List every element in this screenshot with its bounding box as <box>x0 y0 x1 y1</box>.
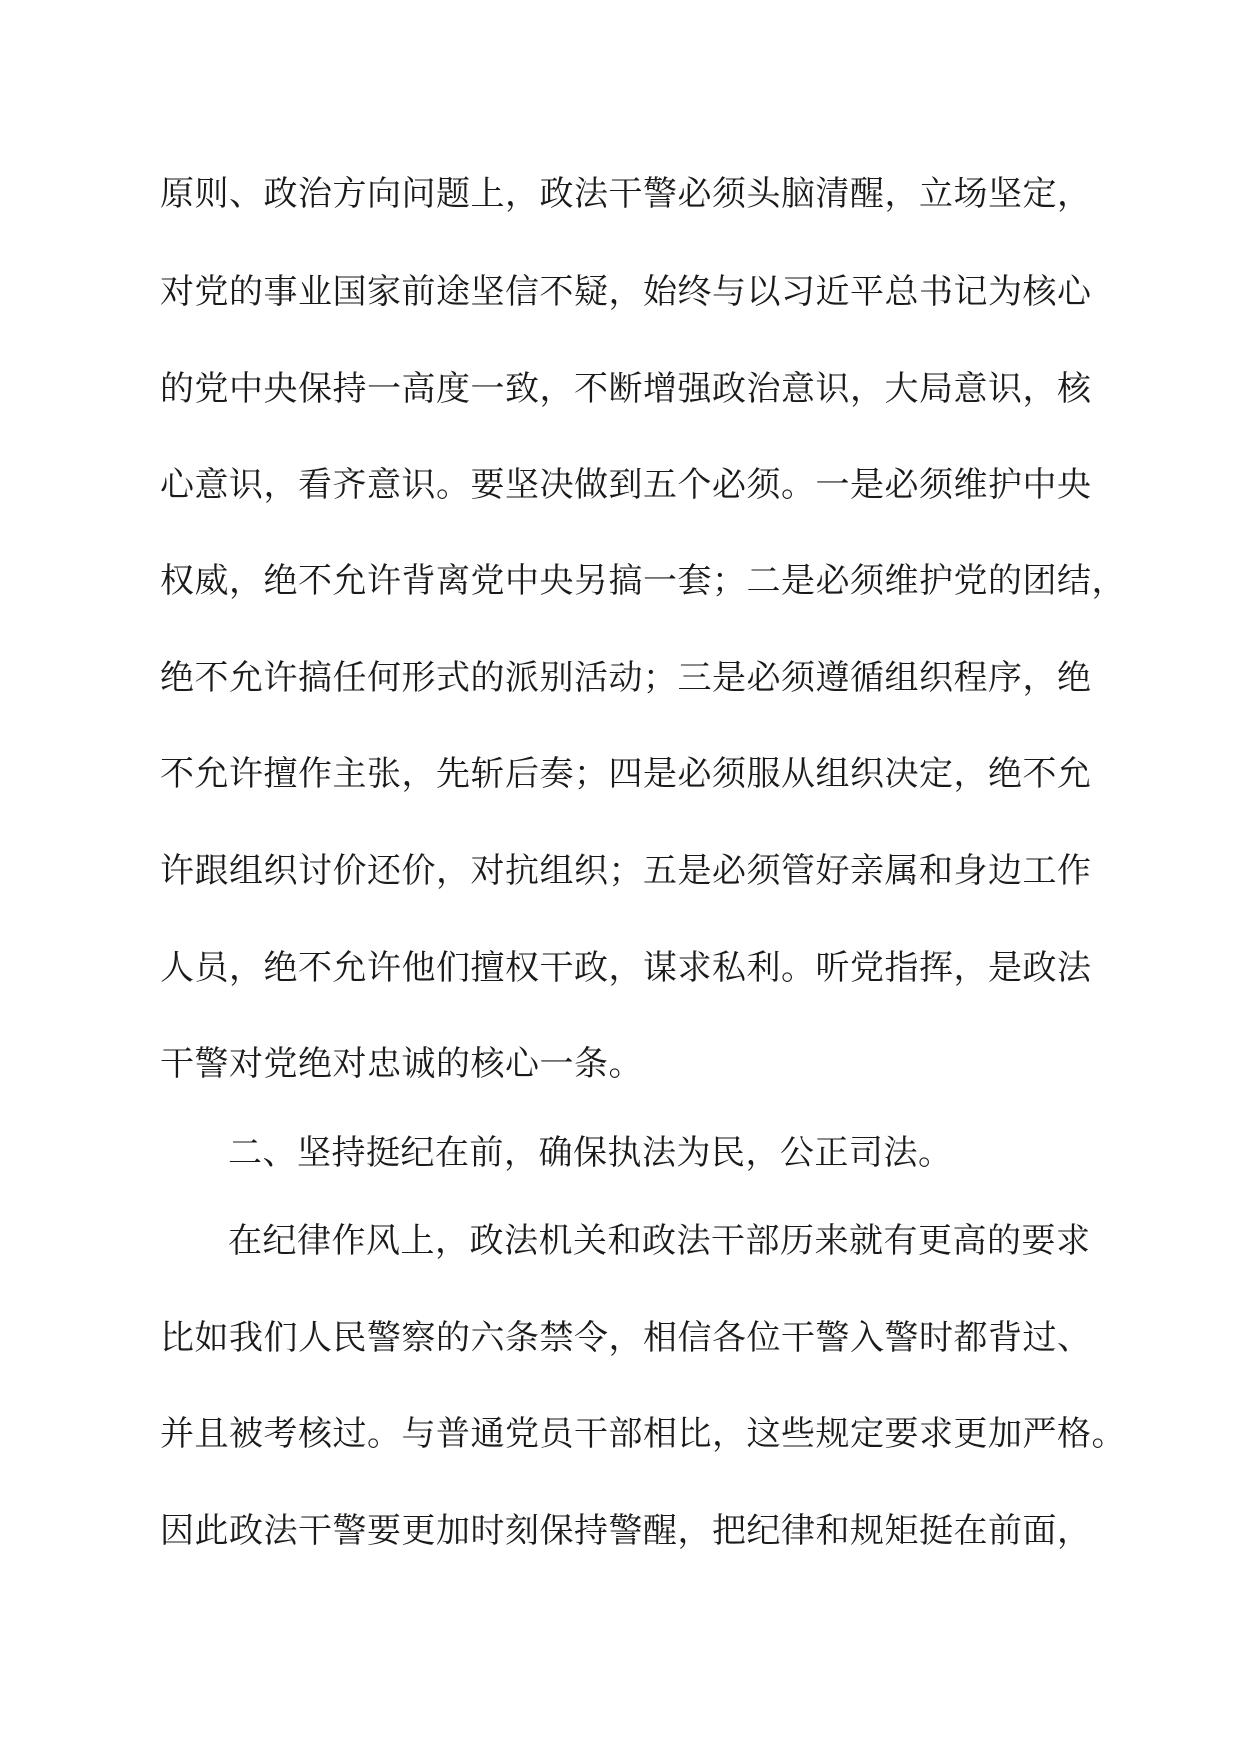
body-text-line: 干警对党绝对忠诚的核心一条。 <box>160 1044 643 1084</box>
body-text-line: 心意识，看齐意识。要坚决做到五个必须。一是必须维护中央 <box>160 465 1092 505</box>
body-text-line: 的党中央保持一高度一致，不断增强政治意识，大局意识，核 <box>160 369 1092 409</box>
body-text-line: 不允许擅作主张，先斩后奏；四是必须服从组织决定，绝不允 <box>160 754 1092 794</box>
body-text-line: 对党的事业国家前途坚信不疑，始终与以习近平总书记为核心 <box>160 272 1092 312</box>
body-text-line: 并且被考核过。与普通党员干部相比，这些规定要求更加严格。 <box>160 1414 1126 1454</box>
body-text-line: 原则、政治方向问题上，政法干警必须头脑清醒，立场坚定， <box>160 174 1092 214</box>
body-text-line: 比如我们人民警察的六条禁令，相信各位干警入警时都背过、 <box>160 1318 1092 1358</box>
body-text-line: 权威，绝不允许背离党中央另搞一套；二是必须维护党的团结， <box>160 561 1126 601</box>
body-text-line: 因此政法干警要更加时刻保持警醒，把纪律和规矩挺在前面， <box>160 1511 1092 1551</box>
body-text-line: 绝不允许搞任何形式的派别活动；三是必须遵循组织程序，绝 <box>160 658 1092 698</box>
body-text-line: 许跟组织讨价还价，对抗组织；五是必须管好亲属和身边工作 <box>160 851 1092 891</box>
paragraph-first-line: 在纪律作风上，政法机关和政法干部历来就有更高的要求 <box>228 1221 1091 1261</box>
body-text-line: 人员，绝不允许他们擅权干政，谋求私利。听党指挥，是政法 <box>160 948 1092 988</box>
section-heading: 二、坚持挺纪在前，确保执法为民，公正司法。 <box>228 1133 953 1173</box>
